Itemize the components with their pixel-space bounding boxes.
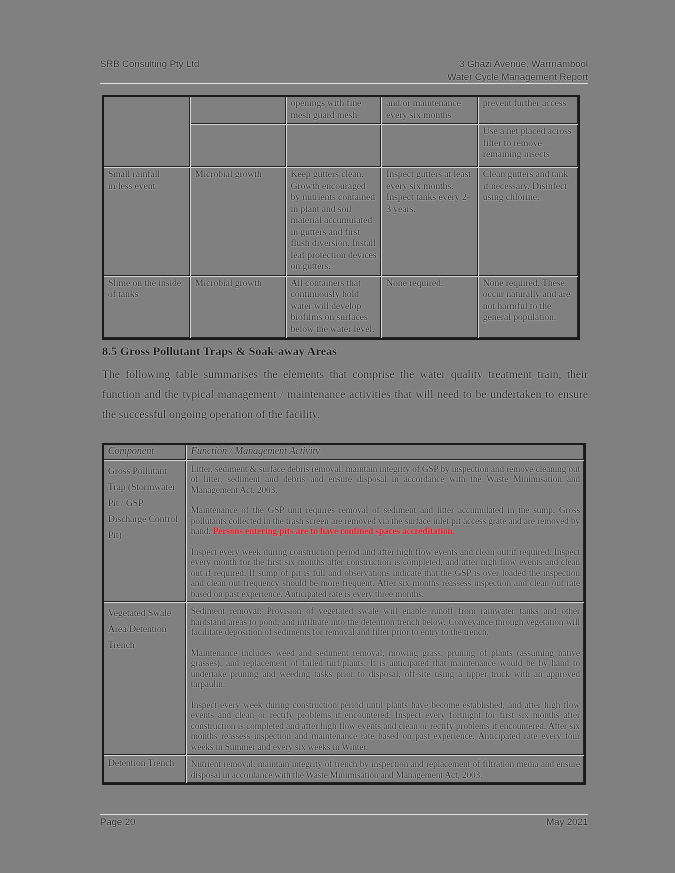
inspection-cell: None required. [382,276,479,339]
component-line: Vegetated Swale [108,609,172,619]
column-header-component: Component [103,444,186,460]
prevention-cell: Keep gutters clean. Growth encouraged by nutrients contained in plant and soil material accumulated in gutters and first flush diversion. Install leaf protection devices on gutters. [286,168,382,277]
table-cell [191,125,287,168]
report-title: Water Cycle Management Report [447,72,588,83]
function-paragraph: Inspect every week during construction period and after high flow events and clean out if required. Inspect every month for the first six months after construction is completed, and after high flow events and clean out if required. If sump of pit is full and observations indicate that the GSP is over loaded the inspection and clean out frequency should be more frequent. After six months reassess inspection and clean out rate based on past experience. Anticipated rate is every three months. [190,546,580,599]
cause-cell: Microbial growth [191,168,287,277]
header-divider [100,83,588,84]
paragraph-text: Maintenance of the GSP unit requires removal of sediment and litter accumulated in the sump. Gross pollutants collected in the trash screen are removed via the surface inlet pit access grate and are removed by hand. [190,505,580,536]
issue-cell: Slime on the inside of tanks [103,276,191,339]
table-cell [191,96,287,125]
function-paragraph: Nutrient removal: maintain integrity of trench by inspection and replacement of filtration media and ensure disposal in accordance with the Waste Minimisation and Management Act, 2003. [190,759,580,780]
table-cell [103,96,191,168]
component-line: Pit / GSP [108,498,144,509]
table-cell: openings with fine mesh guard mesh [286,96,382,125]
component-line: Trench [108,641,135,651]
table-row [103,276,579,339]
table-cell [286,125,382,168]
table-row [103,96,579,125]
issue-cell: Small rainfall in/less event [103,168,191,277]
table-cell: prevent further access [478,96,579,125]
table-cell: Use a net placed across filter to remove remaining insects [478,125,579,168]
function-paragraph: Maintenance includes weed and sediment removal, mowing grass, pruning of plants (assuming native grasses), and replacement of failed turf/plants. It is anticipated that maintenance would be by hand to undertake pruning and weeding tasks prior to disposal, off-site using a tipper truck with an approved tarpaulin. [190,647,580,689]
section-intro: The following table summarises the elements that comprise the water quality treatment train, their function and the typical management / maintenance activities that will need to be undertaken to ensure the successful ongoing operation of the facility. [102,369,588,421]
remedy-cell: Clean gutters and tank if necessary. Disinfect using chlorine. [478,168,579,277]
header-right [447,58,588,84]
safety-warning: Persons entering pits are to have confined spaces accreditation. [212,526,455,536]
table-cell: and/or maintenance every six months [382,96,479,125]
component-cell [103,756,186,785]
function-paragraph: Inspect every week during construction period until plants have become established, and after high flow events and clean or rectify problems if encountered. Inspect every fortnight for first six months after construction is completed and after high flow events and clean or rectify problems if encountered. After six months reassess inspection and maintenance rate based on past experience. Anticipated rate every four weeks in Summer and every six weeks in Winter. [190,699,580,752]
company-name: SRB Consulting Pty Ltd [100,59,200,70]
function-cell [186,603,585,756]
function-paragraph [191,505,580,537]
component-line: Trap (Stormwater [108,482,176,493]
inspection-cell: Inspect gutters at least every six months. Inspect tanks every 2-3 years. [382,168,479,277]
site-address: 3 Ghazi Avenue, Warrnambool [459,59,588,70]
table-row [103,460,585,603]
function-cell [186,756,585,785]
component-line: Discharge Control [108,514,178,525]
footer-divider [100,814,588,815]
component-line: Gross Pollutant [108,466,167,477]
page-number: Page 20 [100,817,136,828]
component-line: Detention Trench [108,759,175,769]
component-cell [103,603,186,756]
table-row [103,756,585,785]
component-cell [103,460,186,603]
function-paragraph: Sediment removal: Provision of vegetated swale will enable runoff from rainwater tanks and other hardstand areas to pond, and infiltrate into the detention trench below. Conveyance through vegetation will facilitate deposition of sediments for removal and filter prior to entry to the trench. [190,606,580,637]
table-header-row [103,444,585,460]
prevention-cell: All containers that continuously hold water will develop biofilms on surfaces below the water level. [286,276,382,339]
column-header-function: Function / Management Activity [186,444,585,460]
cause-cell: Microbial growth [191,276,287,339]
component-line: Area/Detention [108,625,167,635]
section-heading: 8.5 Gross Pollutant Traps & Soak-away Areas [102,344,337,358]
report-date: May 2021 [546,817,588,828]
function-paragraph: Litter, sediment & surface debris removal: maintain integrity of GSP by inspection and remove/cleaning out of litter, sediment and debris and ensure disposal in accordance with the Waste Minimisation and Management Act, 2003. [190,463,580,495]
remedy-cell: None required. These occur naturally and are not harmful to the general population. [478,276,579,339]
section-gross-pollutant-traps [102,343,588,425]
rainwater-tank-issues-table [102,95,580,340]
table-cell [382,125,479,168]
treatment-train-table [102,443,586,785]
function-cell [186,460,585,603]
component-line: Pit) [108,530,122,541]
table-row [103,168,579,277]
table-row [103,603,585,756]
